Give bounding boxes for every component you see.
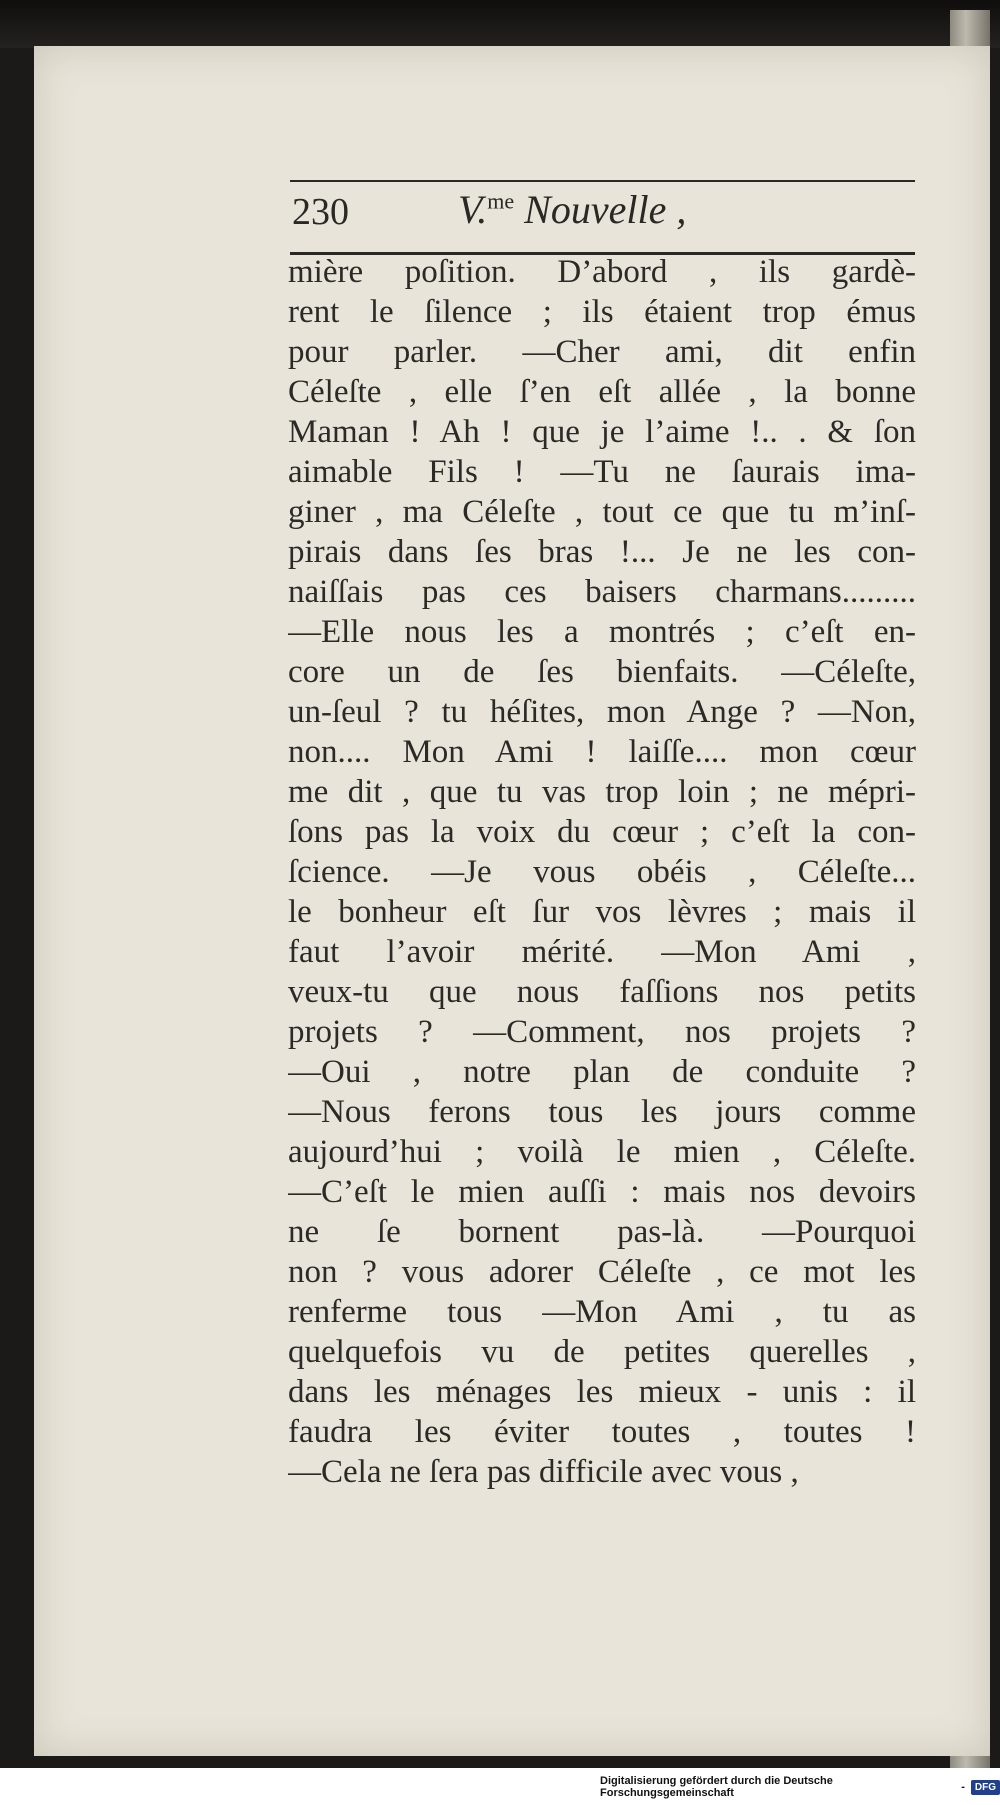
text-line: veux-tu que nous faſſions nos petits bbox=[288, 974, 916, 1010]
title-superscript: me bbox=[487, 188, 515, 214]
text-line: un-ſeul ? tu héſites, mon Ange ? —Non, bbox=[288, 694, 916, 730]
text-line: non ? vous adorer Céleſte , ce mot les bbox=[288, 1254, 916, 1290]
text-line: Maman ! Ah ! que je l’aime !.. . & ſon bbox=[288, 414, 916, 450]
text-line: ne ſe bornent pas-là. —Pourquoi bbox=[288, 1214, 916, 1250]
text-line: —Elle nous les a montrés ; c’eſt en- bbox=[288, 614, 916, 650]
credit-text: Digitalisierung gefördert durch die Deutsche Forschungsgemeinschaft bbox=[600, 1775, 833, 1799]
text-line: ſons pas la voix du cœur ; c’eſt la con- bbox=[288, 814, 916, 850]
text-line: —Nous ferons tous les jours comme bbox=[288, 1094, 916, 1130]
text-line: faut l’avoir mérité. —Mon Ami , bbox=[288, 934, 916, 970]
text-line: —Cela ne ſera pas difficile avec vous , bbox=[288, 1454, 799, 1490]
text-line: projets ? —Comment, nos projets ? bbox=[288, 1014, 916, 1050]
text-line: pirais dans ſes bras !... Je ne les con- bbox=[288, 534, 916, 570]
text-line: dans les ménages les mieux - unis : il bbox=[288, 1374, 916, 1410]
text-line: core un de ſes bienfaits. —Céleſte, bbox=[288, 654, 916, 690]
text-line: pour parler. —Cher ami, dit enfin bbox=[288, 334, 916, 370]
running-title bbox=[458, 186, 686, 233]
scan-top-edge bbox=[0, 0, 1000, 48]
text-line: —Oui , notre plan de conduite ? bbox=[288, 1054, 916, 1090]
text-line: naiſſais pas ces baisers charmans......... bbox=[288, 574, 916, 610]
text-line: aimable Fils ! —Tu ne ſaurais ima- bbox=[288, 454, 916, 490]
page-number: 230 bbox=[292, 191, 349, 233]
text-line: rent le ſilence ; ils étaient trop émus bbox=[288, 294, 916, 330]
digitization-credit: Digitalisierung gefördert durch die Deutsche Forschungsgemeinschaft - DFG bbox=[600, 1775, 1000, 1799]
dfg-logo-icon: DFG bbox=[971, 1780, 1000, 1795]
text-line: non.... Mon Ami ! laiſſe.... mon cœur bbox=[288, 734, 916, 770]
text-line: Céleſte , elle ſ’en eſt allée , la bonne bbox=[288, 374, 916, 410]
text-line: mière poſition. D’abord , ils gardè- bbox=[288, 254, 916, 290]
text-line: —C’eſt le mien auſſi : mais nos devoirs bbox=[288, 1174, 916, 1210]
text-line: renferme tous —Mon Ami , tu as bbox=[288, 1294, 916, 1330]
title-main: Nouvelle , bbox=[524, 187, 687, 232]
text-line: giner , ma Céleſte , tout ce que tu m’inſ- bbox=[288, 494, 916, 530]
text-line: faudra les éviter toutes , toutes ! bbox=[288, 1414, 916, 1450]
text-line: le bonheur eſt ſur vos lèvres ; mais il bbox=[288, 894, 916, 930]
text-line: quelquefois vu de petites querelles , bbox=[288, 1334, 916, 1370]
text-line: me dit , que tu vas trop loin ; ne mépri- bbox=[288, 774, 916, 810]
text-line: ſcience. —Je vous obéis , Céleſte... bbox=[288, 854, 916, 890]
body-text bbox=[288, 252, 916, 1492]
running-header bbox=[290, 180, 915, 255]
title-prefix: V. bbox=[458, 187, 488, 232]
text-line: aujourd’hui ; voilà le mien , Céleſte. bbox=[288, 1134, 916, 1170]
